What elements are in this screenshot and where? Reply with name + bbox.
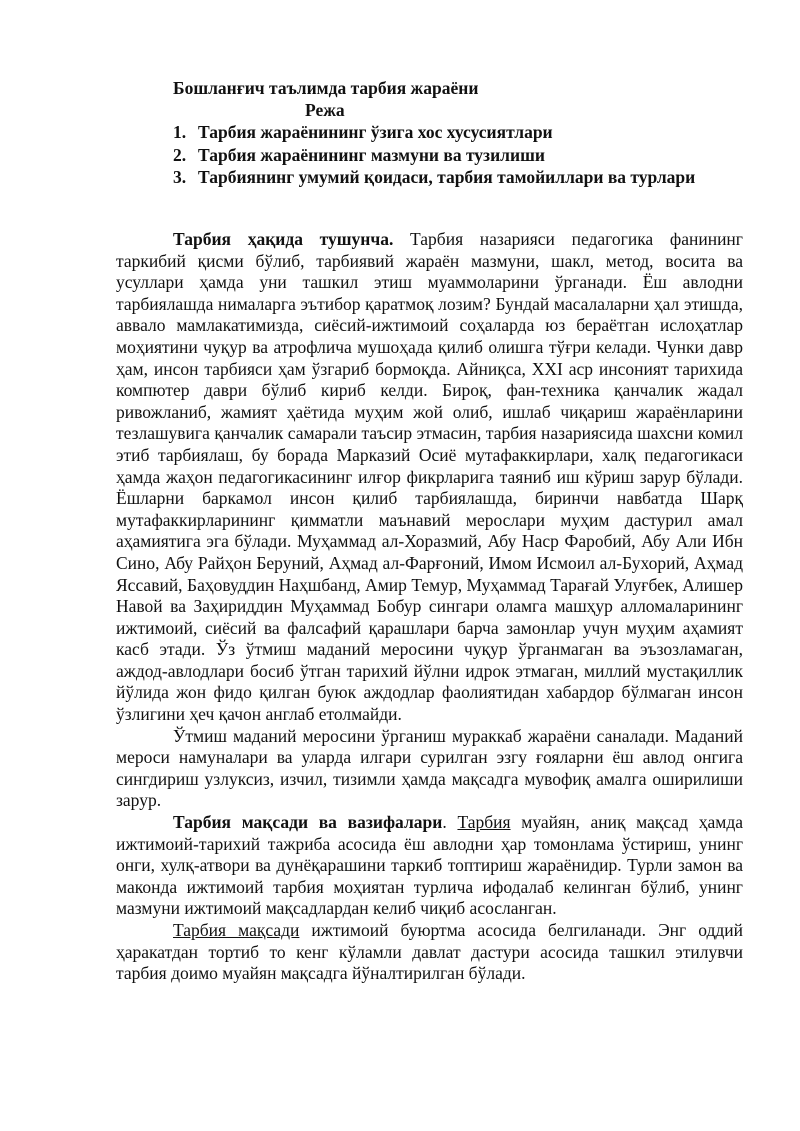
- plan-item-text: Тарбия жараёнининг ўзига хос хусусиятлари: [198, 122, 553, 142]
- plan-item: [173, 166, 695, 189]
- underlined-term: Тарбия: [457, 812, 511, 833]
- plan-item-number: 3.: [173, 167, 187, 187]
- plan-item-text: Тарбия жараёнининг мазмуни ва тузилиши: [198, 144, 545, 165]
- paragraph-separator: .: [442, 812, 458, 833]
- plan-item-text: Тарбиянинг умумий қоидаси, тарбия тамойиллари ва турлари: [198, 167, 696, 187]
- paragraph-lead: Тарбия ҳақида тушунча.: [173, 229, 394, 249]
- document-title: Бошланғич таълимда тарбия жараёни: [173, 78, 479, 98]
- paragraph-purpose: [116, 920, 743, 985]
- paragraph-text: Тарбия назарияси педагогика фанининг таркибий қисми бўлиб, тарбиявий жараён мазмуни, шакл, метод, восита ва усуллари ҳамда уни ташкил этиш муаммоларини ўрганади. Ёш авлодни тарбиялашда нималарга эътибор қаратмоқ лозим? Бундай масалаларни ҳал этишда, аввало мамлакатимизда, сиёсий-ижтимоий соҳаларда юз бераётган ислоҳатлар моҳиятини чуқур ва атрофлича мушоҳада қилиб олишга тўғри келади. Чунки давр ҳам, инсон тарбияси ҳам ўзгариб бормоқда. Айниқса, XXI аср инсоният тарихида компютер даври бўлиб кириб келди. Бироқ, фан-техника қанчалик жадал ривожланиб, жамият ҳаётида муҳим жой олиб, ишлаб чиқариш жараёнларини тезлашувига қанчалик самарали таъсир этмасин, тарбия назариясида шахсни комил этиб тарбиялаш, бу борада Марказий Осиё мутафаккирлари, халқ педагогикаси ҳамда жаҳон педагогикасининг илғор фикрларига таяниб иш кўриш зарур бўлади. Ёшларни баркамол инсон қилиб тарбиялашда, биринчи навбатда Шарқ мутафаккирларининг қимматли маънавий мерослари муҳим дастурил амал аҳамиятига эга бўлади. Муҳаммад ал-Хоразмий, Абу Наср Фаробий, Абу Али Ибн Сино, Абу Райҳон Беруний, Аҳмад ал-Фарғоний, Имом Исмоил ал-Бухорий, Аҳмад Яссавий, Баҳовуддин Наҳшбанд, Амир Темур, Муҳаммад Тарағай Улуғбек, Алишер Навой ва Заҳириддин Муҳаммад Бобур сингари оламга машҳур алломаларининг ижтимоий, сиёсий ва фалсафий қарашлари барча замонлар учун муҳим аҳамият касб этади. Ўз ўтмиш маданий меросини чуқур ўрганмаган ва эъзозламаган, аждод-авлодлари босиб ўтган тарихий йўлни идрок этмаган, миллий мустақиллик йўлида жон фидо қилган буюк аждодлар фаолиятидан хабардор бўлмаган инсон ўзлигини ҳеч қачон англаб етолмайди.: [116, 229, 743, 725]
- underlined-term: Тарбия мақсади: [173, 920, 300, 940]
- paragraph-concept: [116, 229, 743, 726]
- paragraph-text: муайян, аниқ мақсад ҳамда ижтимоий-тарихий тажриба асосида ёш авлодни ҳар томонлама ўстириш, унинг онги, хулқ-атвори ва дунёқарашини таркиб топтириш жараёнидир. Турли замон ва маконда ижтимоий тарбия моҳиятан турлича ифодалаб келинган бўлиб, унинг мазмуни ижтимоий мақсадлардан келиб чиқиб асосланган.: [116, 812, 744, 919]
- plan-list: [173, 121, 695, 189]
- paragraph-lead: Тарбия мақсади ва вазифалари: [173, 812, 443, 833]
- paragraph-text: Ўтмиш маданий меросини ўрганиш мураккаб жараёни саналади. Маданий мероси намуналари ва уларда илгари сурилган эзгу ғояларни ёш авлод онгига сингдириш узлуксиз, изчил, тизимли ҳамда мақсадга мувофиқ амалга оширилиши зарур.: [116, 725, 743, 811]
- paragraph-text: ижтимоий буюртма асосида белгиланади. Энг оддий ҳаракатдан тортиб то кенг кўламли давлат дастури асосида ташкил этилувчи тарбия доимо муайян мақсадга йўналтирилган бўлади.: [116, 920, 743, 984]
- plan-heading: Режа: [305, 100, 345, 120]
- plan-item-number: 1.: [173, 122, 187, 142]
- plan-item: [173, 121, 695, 144]
- paragraph-heritage: [116, 726, 743, 812]
- plan-item: [173, 144, 695, 167]
- document-body: [116, 229, 743, 985]
- plan-item-number: 2.: [173, 144, 187, 165]
- paragraph-goals: [116, 812, 743, 920]
